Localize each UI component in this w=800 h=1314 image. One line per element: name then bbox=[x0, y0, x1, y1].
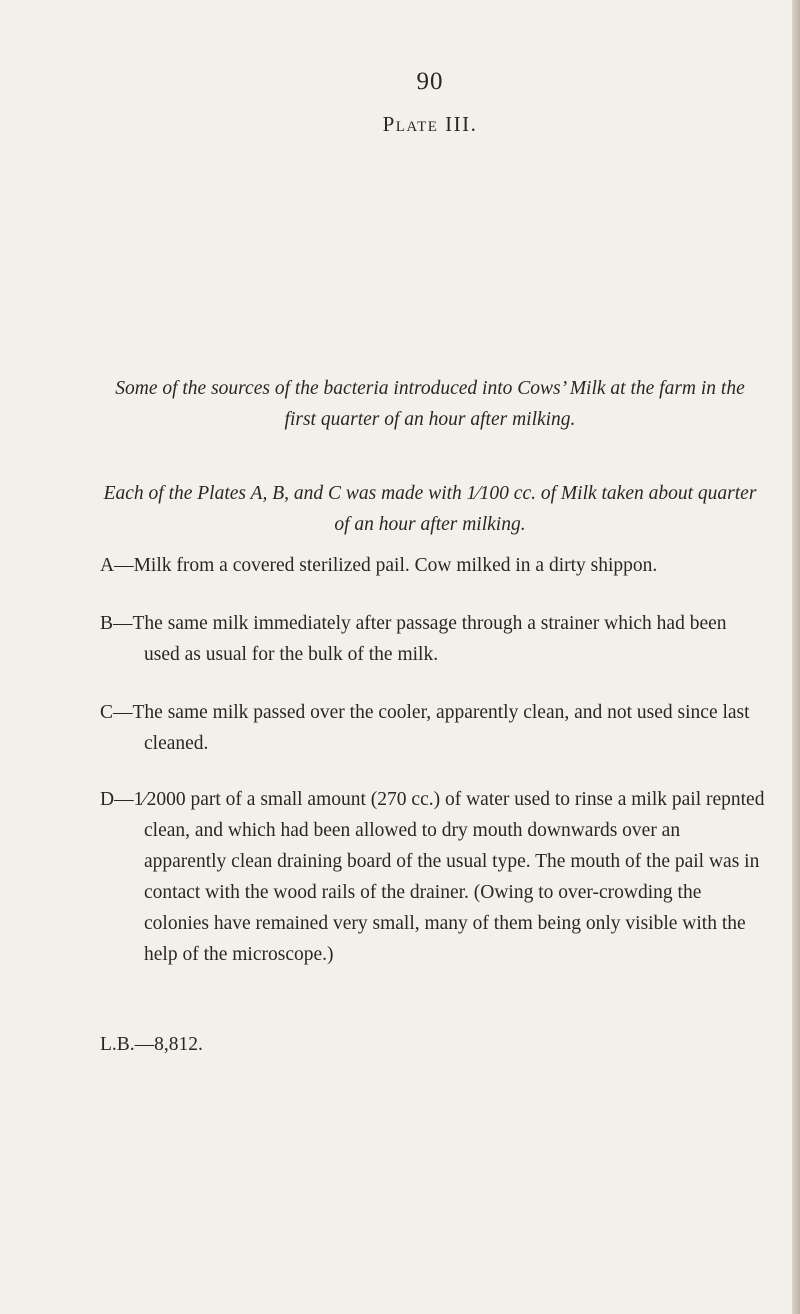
entry-c-text: The same milk passed over the cooler, apparently clean, and not used since last cleaned. bbox=[132, 702, 750, 754]
entry-d bbox=[100, 784, 766, 970]
page-number: 90 bbox=[416, 68, 444, 95]
plate-title: Plate III. bbox=[382, 112, 478, 136]
entry-d-label: D— bbox=[100, 789, 134, 810]
intro-method-note: Each of the Plates A, B, and C was made with 1⁄100 cc. of Milk taken about quarter of an hour after milking. bbox=[103, 483, 757, 535]
entry-c bbox=[100, 697, 766, 759]
entry-a-label: A— bbox=[100, 555, 134, 576]
entry-a bbox=[100, 550, 766, 581]
entry-a-text: Milk from a covered sterilized pail. Cow milked in a dirty shippon. bbox=[133, 555, 658, 576]
intro-caption: Some of the sources of the bacteria introduced into Cows’ Milk at the farm in the first quarter of an hour after milking. bbox=[115, 378, 745, 430]
entry-c-label: C— bbox=[100, 702, 133, 723]
entry-d-text: 1⁄2000 part of a small amount (270 cc.) of water used to rinse a milk pail repnted clean, and which had been allowed to dry mouth downwards over an apparently clean draining board of the usual type. The mouth of the pail was in contact with the wood rails of the drainer. (Owing to over-crowding the colonies have remained very small, many of them being only visible with the help of the microscope.) bbox=[133, 789, 765, 965]
entry-b-label: B— bbox=[100, 613, 133, 634]
entry-b bbox=[100, 608, 766, 670]
footer-code: L.B.—8,812. bbox=[100, 1034, 203, 1055]
entry-b-text: The same milk immediately after passage through a strainer which had been used as usual for the bulk of the milk. bbox=[132, 613, 727, 665]
page-edge bbox=[792, 0, 800, 1314]
